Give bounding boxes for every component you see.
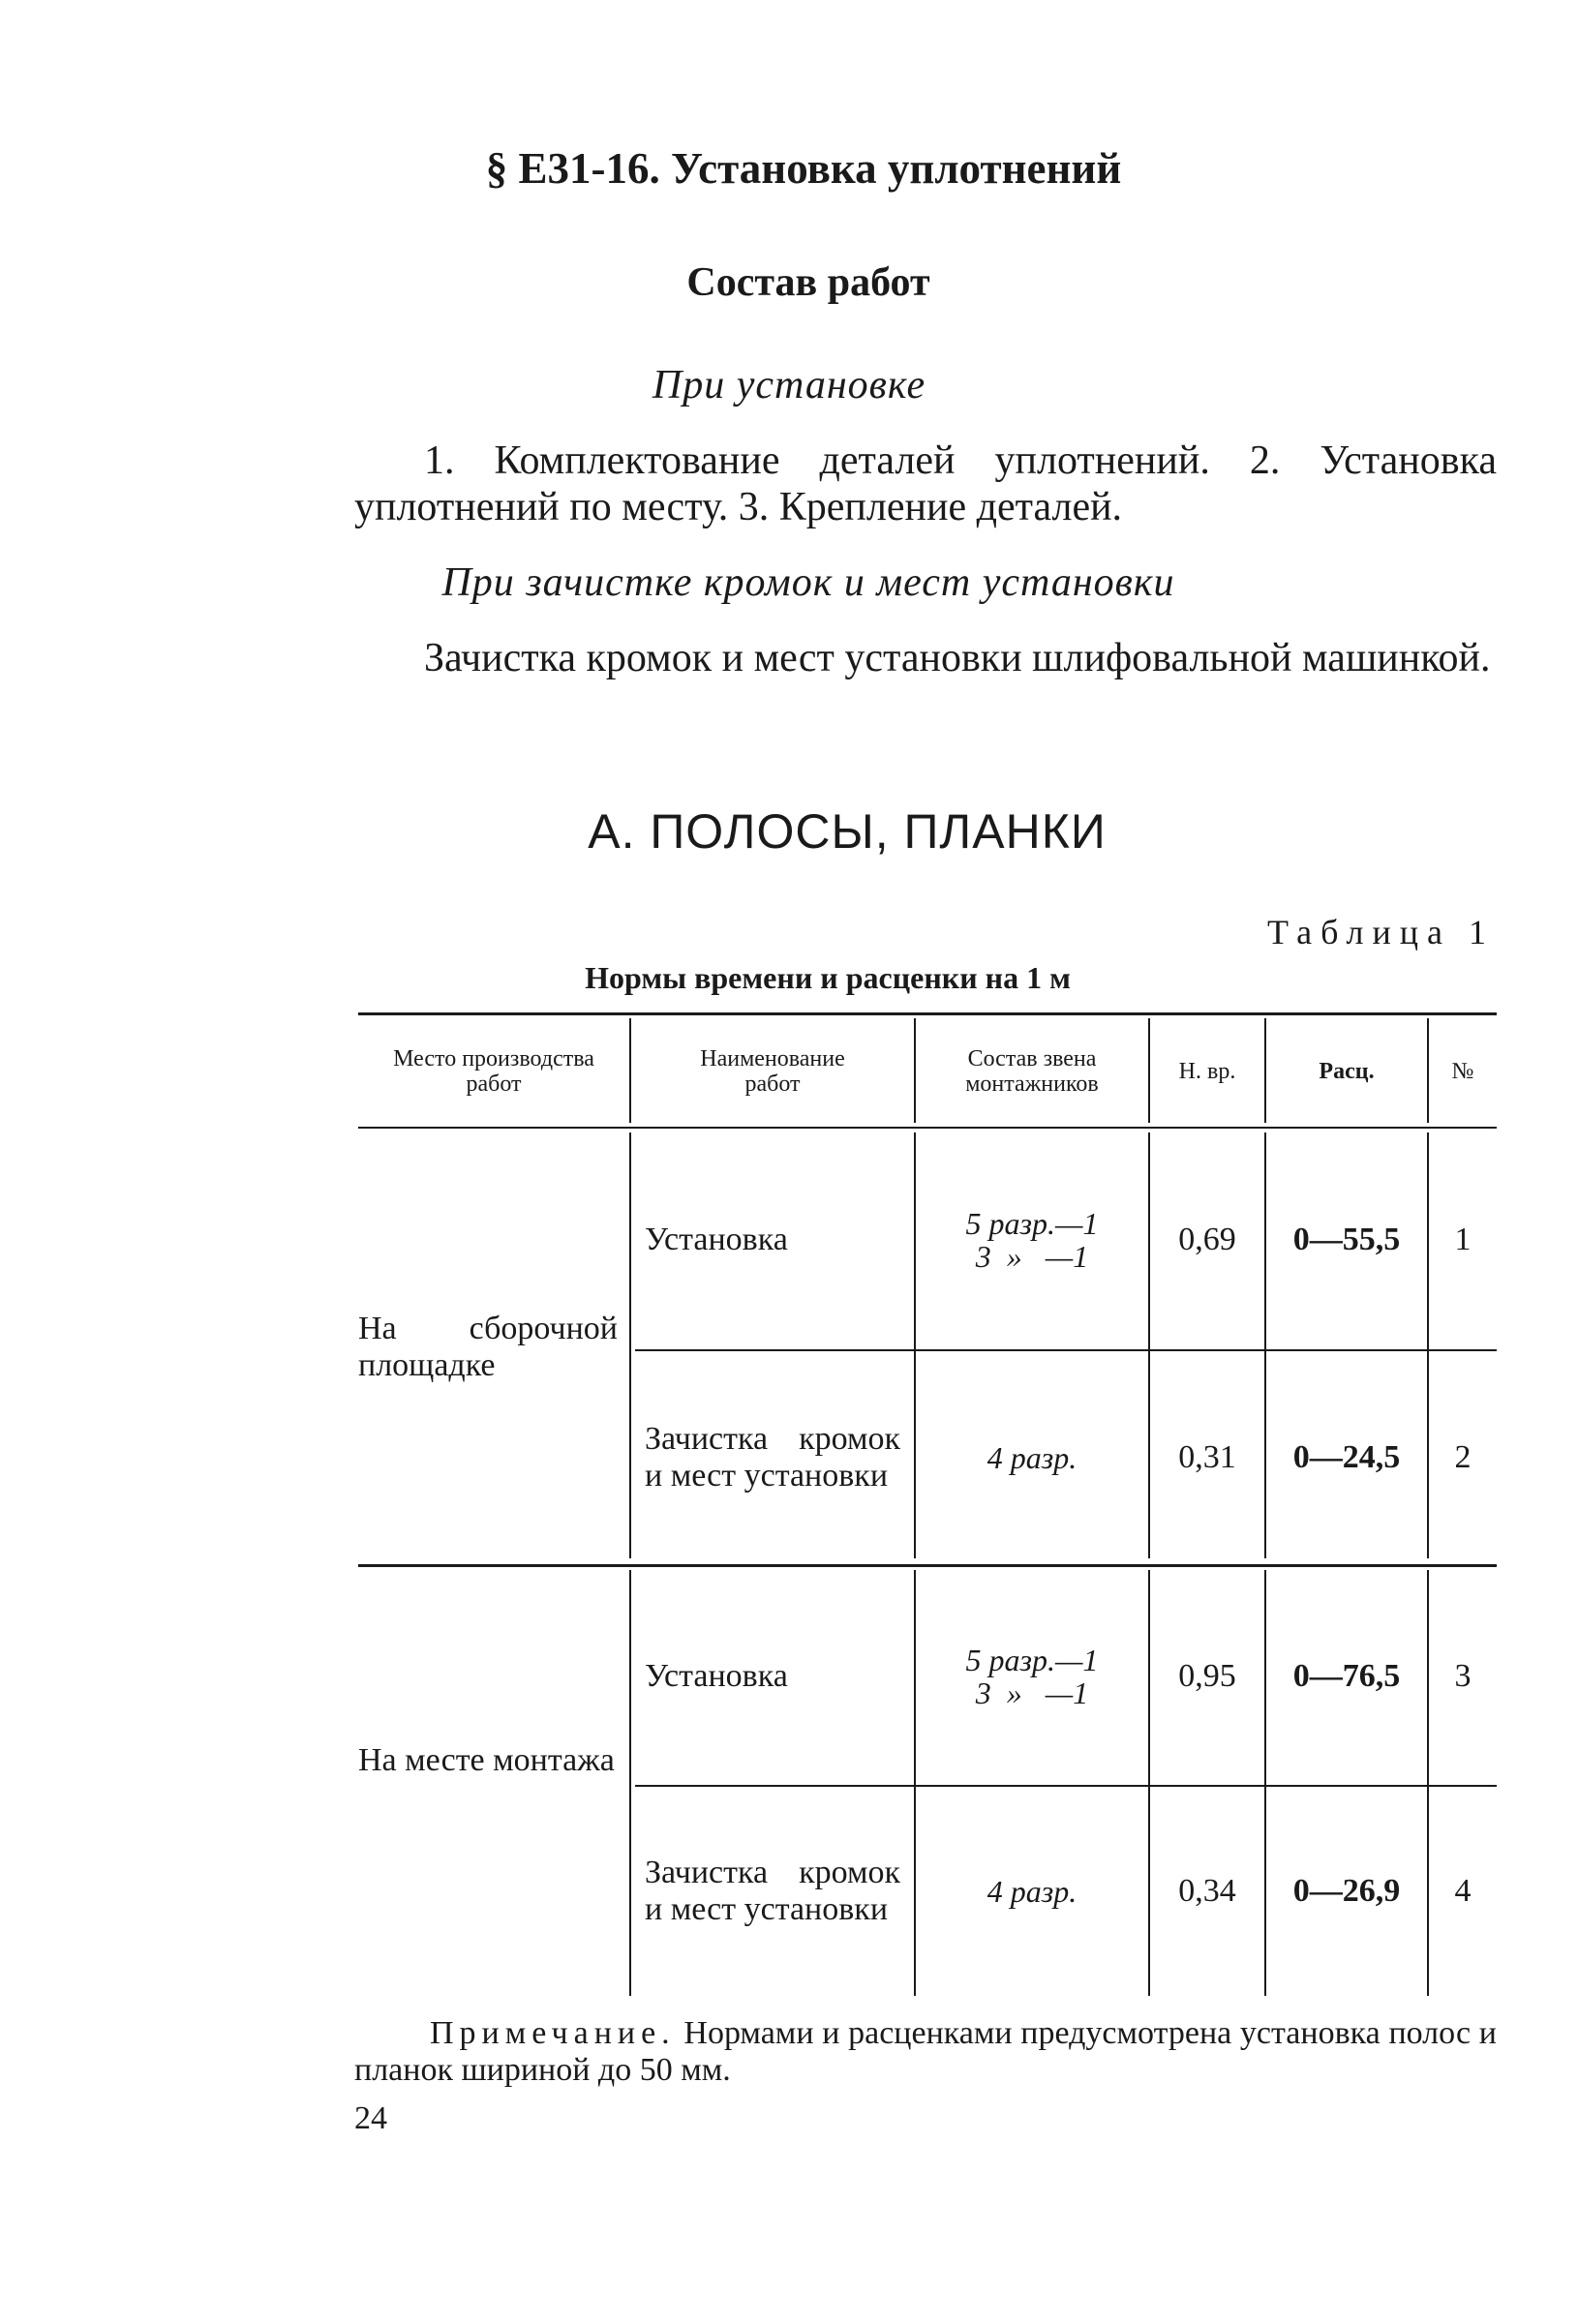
work-composition-title: Состав работ xyxy=(686,260,930,305)
install-text: 1. Комплектование деталей уплотнений. 2. Установка уплотнений по месту. 3. Крепление деталей. xyxy=(354,438,1497,529)
rate-cell: 0—24,5 xyxy=(1292,1439,1401,1475)
work-cell: Установка xyxy=(645,1222,788,1257)
header-no: № xyxy=(1451,1059,1474,1084)
section-title: § Е31-16. Установка уплотнений xyxy=(485,144,1122,193)
number-cell: 2 xyxy=(1454,1439,1472,1475)
number-cell: 4 xyxy=(1454,1873,1472,1909)
crew-line: 4 разр. xyxy=(986,1874,1077,1909)
crew-cell xyxy=(916,1131,1148,1349)
place-cell: На сборочной площадке xyxy=(358,1311,618,1383)
table-label: Таблица 1 xyxy=(1267,913,1495,951)
header-bottom-rule xyxy=(358,1127,1497,1129)
time-cell: 0,95 xyxy=(1178,1658,1236,1694)
table-top-rule xyxy=(358,1012,1497,1015)
table-note xyxy=(354,2015,1497,2089)
number-cell: 1 xyxy=(1454,1222,1472,1257)
crew-line: 4 разр. xyxy=(986,1440,1077,1475)
number-cell: 3 xyxy=(1454,1658,1472,1694)
note-label: Примечание. xyxy=(430,2015,676,2051)
header-place: Место производства работ xyxy=(393,1046,594,1097)
crew-line: 3 » —1 xyxy=(975,1675,1089,1710)
group-divider xyxy=(358,1564,1497,1567)
rate-cell: 0—76,5 xyxy=(1292,1658,1401,1694)
rate-cell: 0—26,9 xyxy=(1292,1873,1401,1909)
header-time: Н. вр. xyxy=(1178,1059,1236,1084)
header-rate: Расц. xyxy=(1319,1058,1375,1084)
rate-cell: 0—55,5 xyxy=(1292,1222,1401,1257)
crew-line: 5 разр.—1 xyxy=(965,1206,1099,1241)
crew-line: 3 » —1 xyxy=(975,1239,1089,1274)
install-heading: При установке xyxy=(652,363,926,407)
time-cell: 0,34 xyxy=(1178,1873,1236,1909)
time-cell: 0,31 xyxy=(1178,1439,1236,1475)
note-text: Нормами и расценками предусмотрена установка полос и планок шириной до 50 мм. xyxy=(354,2015,1497,2088)
page-number: 24 xyxy=(354,2100,387,2136)
cleaning-text: Зачистка кромок и мест установки шлифовальной машинкой. xyxy=(424,636,1491,680)
work-cell: Зачистка кромок и мест установки xyxy=(645,1421,900,1494)
crew-cell xyxy=(916,1351,1148,1564)
cleaning-heading: При зачистке кромок и мест установки xyxy=(441,560,1175,605)
crew-cell xyxy=(916,1568,1148,1785)
table-caption: Нормы времени и расценки на 1 м xyxy=(585,960,1071,995)
time-cell: 0,69 xyxy=(1178,1222,1236,1257)
header-crew: Состав звена монтажников xyxy=(965,1046,1099,1097)
crew-line: 5 разр.—1 xyxy=(965,1643,1099,1677)
part-title: А. ПОЛОСЫ, ПЛАНКИ xyxy=(588,804,1107,859)
header-work: Наименование работ xyxy=(700,1046,845,1097)
crew-cell xyxy=(916,1787,1148,1996)
work-cell: Установка xyxy=(645,1658,788,1694)
place-cell: На месте монтажа xyxy=(358,1742,615,1778)
work-cell: Зачистка кромок и мест установки xyxy=(645,1855,900,1927)
